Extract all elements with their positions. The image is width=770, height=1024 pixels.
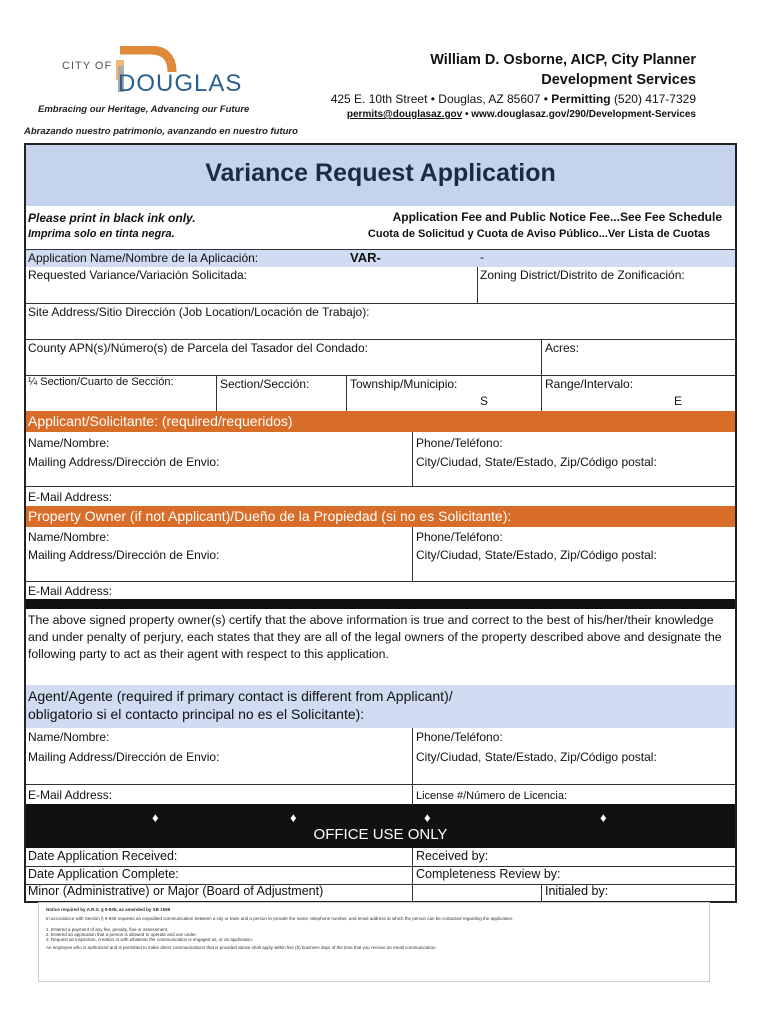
form-title: Variance Request Application — [205, 159, 556, 187]
applicant-city-field[interactable]: City/Ciudad, State/Estado, Zip/Código postal: — [416, 455, 657, 469]
logo-city-text: CITY OF — [62, 60, 113, 72]
agent-name-field[interactable]: Name/Nombre: — [28, 730, 110, 744]
agent-title-line2: obligatorio si el contacto principal no es el Solicitante): — [28, 706, 365, 722]
fee-note-en: Application Fee and Public Notice Fee...See Fee Schedule — [392, 210, 722, 224]
quarter-section-field[interactable]: ¼ Section/Cuarto de Sección: — [28, 376, 174, 388]
fine-print-line: In accordance with Section § 9-835 requests an expedited communication between a city or town and a person to provide the name, telephone number, and email address at which the person can be contacted regarding the application. — [46, 916, 514, 921]
fine-print-box — [38, 902, 710, 982]
zoning-district-field[interactable]: Zoning District/Distrito de Zonificación: — [480, 268, 685, 282]
planner-name: William D. Osborne, AICP, City Planner — [430, 52, 696, 68]
diamond-icon: ♦ — [600, 810, 607, 825]
received-by-field[interactable]: Received by: — [416, 849, 489, 863]
permitting-label: Permitting — [551, 92, 611, 106]
fine-print-title: Notice required by A.R.S. § 9-835, as amended by SB 1598 — [46, 907, 171, 912]
date-complete-field[interactable]: Date Application Complete: — [28, 867, 179, 881]
ink-instruction-es: Imprima solo en tinta negra. — [28, 228, 175, 240]
department-name: Development Services — [541, 72, 696, 88]
date-received-field[interactable]: Date Application Received: — [28, 849, 178, 863]
office-use-title: OFFICE USE ONLY — [313, 826, 448, 843]
application-name-label: Application Name/Nombre de la Aplicación: — [28, 251, 259, 265]
range-suffix: E — [674, 394, 683, 408]
tagline-spanish: Abrazando nuestro patrimonio, avanzando en nuestro futuro — [24, 126, 298, 137]
fine-print-line: 3. Request an inspection, creation or with whatever the communication is engaged as, or an application. — [46, 937, 254, 942]
applicant-name-field[interactable]: Name/Nombre: — [28, 436, 110, 450]
minor-major-field[interactable]: Minor (Administrative) or Major (Board of Adjustment) — [28, 884, 324, 898]
applicant-email-field[interactable]: E-Mail Address: — [28, 490, 113, 504]
tagline-english: Embracing our Heritage, Advancing our Future — [38, 104, 250, 115]
var-prefix: VAR- — [350, 250, 381, 265]
agent-license-field[interactable]: License #/Número de Licencia: — [416, 790, 568, 802]
review-by-field[interactable]: Completeness Review by: — [416, 867, 561, 881]
contact-web — [347, 109, 696, 120]
owner-mailing-field[interactable]: Mailing Address/Dirección de Envio: — [28, 548, 220, 562]
initialed-by-field[interactable]: Initialed by: — [545, 884, 609, 898]
section-field[interactable]: Section/Sección: — [220, 377, 310, 391]
logo-name-text: DOUGLAS — [118, 70, 243, 97]
contact-address — [331, 92, 696, 106]
website-link[interactable]: • www.douglasaz.gov/290/Development-Services — [465, 109, 696, 120]
owner-name-field[interactable]: Name/Nombre: — [28, 530, 110, 544]
fee-note-es: Cuota de Solicitud y Cuota de Aviso Público...Ver Lista de Cuotas — [367, 228, 710, 240]
owner-phone-field[interactable]: Phone/Teléfono: — [416, 530, 503, 544]
owner-city-field[interactable]: City/Ciudad, State/Estado, Zip/Código postal: — [416, 548, 657, 562]
diamond-icon: ♦ — [152, 810, 159, 825]
owner-email-field[interactable]: E-Mail Address: — [28, 584, 113, 598]
agent-city-field[interactable]: City/Ciudad, State/Estado, Zip/Código postal: — [416, 750, 657, 764]
var-dash: - — [480, 250, 484, 264]
acres-field[interactable]: Acres: — [545, 341, 580, 355]
divider-bar — [26, 599, 735, 609]
fine-print-line: An employee who is authorized and is permitted to make direct communications that is provided above shall apply within five (5) business days of the time that you receive an email communication. — [46, 945, 437, 950]
applicant-phone-field[interactable]: Phone/Teléfono: — [416, 436, 503, 450]
diamond-icon: ♦ — [290, 810, 297, 825]
agent-email-field[interactable]: E-Mail Address: — [28, 788, 113, 802]
agent-mailing-field[interactable]: Mailing Address/Dirección de Envio: — [28, 750, 220, 764]
ink-instruction-en: Please print in black ink only. — [28, 211, 196, 225]
range-field[interactable]: Range/Intervalo: — [545, 377, 634, 391]
requested-variance-field[interactable]: Requested Variance/Variación Solicitada: — [28, 268, 248, 282]
owner-section-title: Property Owner (if not Applicant)/Dueño de la Propiedad (si no es Solicitante): — [28, 508, 512, 524]
county-apn-field[interactable]: County APN(s)/Número(s) de Parcela del Tasador del Condado: — [28, 341, 368, 355]
site-address-field[interactable]: Site Address/Sitio Dirección (Job Location/Locación de Trabajo): — [28, 305, 370, 319]
fine-print-line: 1. Entered a payment of any fee, penalty, fine or assessment. — [46, 927, 169, 932]
fine-print-line: 2. Entered an application that a person is allowed to operate and use under. — [46, 932, 197, 937]
township-field[interactable]: Township/Municipio: — [350, 377, 458, 391]
certification-text: The above signed property owner(s) certify that the above information is true and correct to the best of his/her/their knowledge and under penalty of perjury, each states that they are all of the legal owners of the property described above and designate the following party to act as their agent with respect to this application. — [28, 613, 722, 661]
address-text: 425 E. 10th Street • Douglas, AZ 85607 • — [330, 92, 548, 106]
diamond-icon: ♦ — [424, 810, 431, 825]
applicant-section-title: Applicant/Solicitante: (required/requeridos) — [28, 413, 293, 429]
agent-title-line1: Agent/Agente (required if primary contact is different from Applicant)/ — [28, 688, 453, 704]
email-link[interactable]: permits@douglasaz.gov — [346, 109, 463, 120]
applicant-mailing-field[interactable]: Mailing Address/Dirección de Envio: — [28, 455, 220, 469]
phone-number: (520) 417-7329 — [613, 92, 696, 106]
agent-phone-field[interactable]: Phone/Teléfono: — [416, 730, 503, 744]
township-suffix: S — [480, 394, 489, 408]
